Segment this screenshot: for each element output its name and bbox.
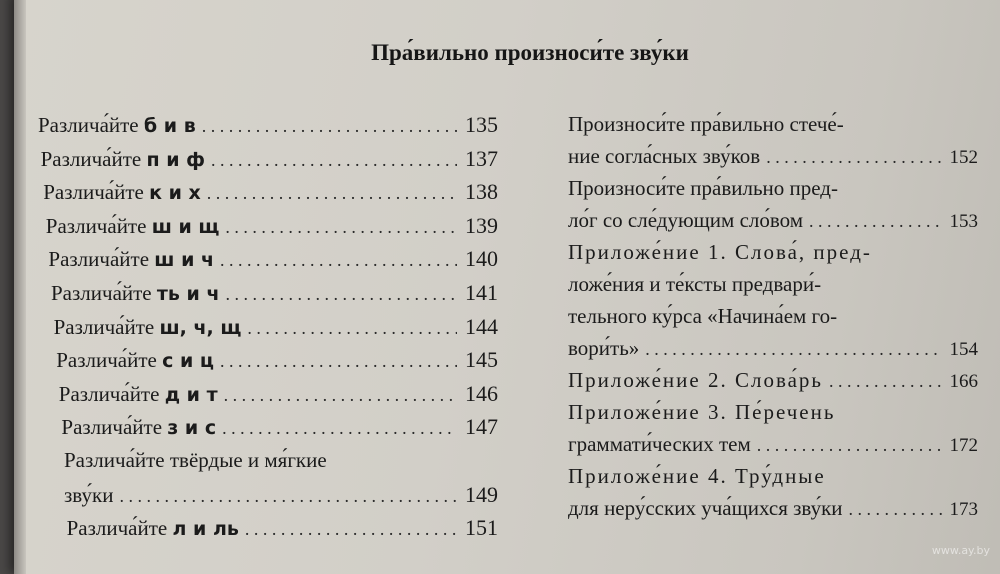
- toc-leader-dots: [226, 284, 457, 305]
- toc-entry-label: [64, 483, 113, 508]
- toc-entry: [38, 347, 498, 381]
- toc-page-number: 153: [949, 211, 978, 232]
- toc-page-number: 140: [465, 246, 498, 272]
- toc-entry-line: [568, 240, 978, 272]
- toc-entry-label: [59, 382, 218, 407]
- toc-entry-title: Различа́йте: [51, 280, 157, 305]
- toc-leader-dots: [225, 217, 457, 238]
- toc-entry-title: граммати́ческих тем: [568, 432, 751, 456]
- toc-entry: [568, 208, 978, 240]
- toc-page-number: 141: [465, 279, 498, 305]
- toc-page-number: 145: [465, 347, 498, 373]
- toc-entry-label: [51, 281, 220, 306]
- toc-entry-text: Приложе́ние 1. Слова́, пред-: [568, 240, 872, 264]
- toc-page-number: 151: [465, 515, 498, 541]
- toc-entry: [568, 336, 978, 368]
- toc-entry-text: Различа́йте твёрдые и мя́гкие: [64, 447, 327, 472]
- toc-entry-letters: д и т: [164, 383, 218, 406]
- toc-entry-title: Различа́йте: [56, 348, 163, 373]
- toc-entry-letters: ш и щ: [151, 215, 220, 238]
- toc-entry-line: [38, 448, 498, 482]
- toc-entry-line: [568, 272, 978, 304]
- toc-entry-letters: б и в: [143, 115, 196, 137]
- toc-entry: [38, 280, 498, 314]
- toc-entry-label: [38, 113, 196, 138]
- toc-entry-letters: с и ц: [162, 350, 214, 373]
- toc-entry: [38, 414, 498, 448]
- toc-entry-title: Различа́йте: [66, 516, 173, 541]
- toc-right-column: [568, 112, 978, 528]
- toc-entry-title: Различа́йте: [48, 247, 155, 272]
- toc-entry-letters: п и ф: [146, 148, 206, 171]
- toc-leader-dots: [849, 499, 942, 520]
- toc-page-number: 137: [465, 145, 498, 171]
- toc-entry-text: Приложе́ние 4. Тру́дные: [568, 464, 826, 488]
- toc-leader-dots: [222, 418, 457, 439]
- toc-entry-line: [568, 400, 978, 432]
- toc-entry: [568, 496, 978, 528]
- toc-entry-letters: л и ль: [172, 518, 239, 541]
- toc-entry-label: [67, 516, 239, 541]
- toc-entry: [38, 314, 498, 348]
- toc-entry-title: Различа́йте: [58, 381, 165, 406]
- toc-entry-title: Различа́йте: [61, 415, 168, 440]
- page-fold: [14, 0, 26, 574]
- toc-entry-letters: ш и ч: [154, 249, 215, 272]
- toc-entry-label: [41, 147, 205, 172]
- toc-entry-title: Различа́йте: [53, 314, 160, 339]
- toc-entry-label: [56, 348, 214, 373]
- toc-leader-dots: [809, 211, 941, 232]
- toc-page-number: 147: [465, 414, 498, 440]
- toc-page-number: 166: [949, 371, 978, 392]
- toc-entry-text: Произноси́те пра́вильно пред-: [568, 176, 838, 200]
- toc-entry-label: [43, 180, 201, 205]
- toc-entry: [38, 112, 498, 146]
- toc-leader-dots: [829, 371, 942, 392]
- toc-leader-dots: [119, 486, 457, 507]
- toc-leader-dots: [202, 116, 457, 137]
- toc-entry-title: Различа́йте: [40, 146, 147, 171]
- toc-entry-text: Приложе́ние 3. Пе́речень: [568, 400, 836, 424]
- toc-entry-label: [46, 214, 220, 239]
- toc-entry: [568, 432, 978, 464]
- toc-entry: [568, 368, 978, 400]
- toc-entry-text: Произноси́те пра́вильно стече́-: [568, 112, 844, 136]
- toc-page-number: 172: [949, 435, 978, 456]
- toc-leader-dots: [211, 150, 457, 171]
- toc-entry-line: [568, 176, 978, 208]
- toc-entry-title: Различа́йте: [38, 113, 144, 137]
- toc-entry-text: тельного ку́рса «Начина́ем го-: [568, 304, 838, 328]
- toc-entry-title: Различа́йте: [45, 213, 152, 238]
- toc-entry-label: [48, 247, 214, 272]
- toc-leader-dots: [247, 318, 457, 339]
- toc-entry-title: для неру́сских уча́щихся зву́ки: [568, 496, 843, 520]
- toc-leader-dots: [766, 147, 941, 168]
- toc-page-number: 135: [465, 112, 498, 137]
- toc-page-number: 138: [465, 179, 498, 205]
- toc-entry: [38, 482, 498, 516]
- toc-entry-line: [568, 464, 978, 496]
- toc-page-number: 173: [949, 499, 978, 520]
- toc-entry: [38, 246, 498, 280]
- toc-leader-dots: [220, 250, 457, 271]
- toc-entry: [38, 515, 498, 549]
- toc-entry-letters: ть и ч: [156, 282, 220, 305]
- toc-entry-line: [568, 112, 978, 144]
- toc-page-number: 146: [465, 380, 498, 406]
- watermark: www.ay.by: [931, 544, 990, 557]
- toc-leader-dots: [245, 519, 457, 540]
- toc-entry-title: зву́ки: [64, 482, 114, 507]
- toc-entry-line: [568, 304, 978, 336]
- toc-entry-text: ложе́ния и те́ксты предвари́-: [568, 272, 822, 296]
- toc-entry-title: ние согла́сных зву́ков: [568, 144, 761, 168]
- toc-leader-dots: [757, 435, 942, 456]
- toc-page-number: 152: [949, 147, 978, 168]
- toc-entry: [38, 179, 498, 213]
- toc-page-number: 139: [465, 212, 498, 238]
- toc-entry-title: вори́ть»: [568, 336, 640, 360]
- toc-page-number: 144: [465, 313, 498, 339]
- toc-left-column: [38, 112, 498, 549]
- toc-entry-label: [61, 415, 216, 440]
- toc-page-number: 149: [465, 481, 498, 507]
- toc-entry-letters: к и х: [149, 182, 201, 205]
- toc-leader-dots: [220, 351, 457, 372]
- toc-entry: [38, 381, 498, 415]
- toc-leader-dots: [645, 339, 941, 360]
- toc-entry-letters: з и с: [167, 417, 217, 440]
- toc-entry: [38, 146, 498, 180]
- toc-entry: [568, 144, 978, 176]
- toc-entry-title: Различа́йте: [43, 180, 150, 205]
- toc-page-number: 154: [949, 339, 978, 360]
- toc-leader-dots: [224, 385, 457, 406]
- toc-entry-title: Приложе́ние 2. Слова́рь: [568, 368, 823, 392]
- section-title: Пра́вильно произноси́те зву́ки: [371, 40, 689, 65]
- toc-entry-letters: ш, ч, щ: [159, 316, 242, 339]
- toc-entry-title: ло́г со сле́дующим сло́вом: [568, 208, 804, 232]
- toc-leader-dots: [207, 183, 457, 204]
- toc-entry-label: [54, 315, 242, 340]
- toc-entry: [38, 213, 498, 247]
